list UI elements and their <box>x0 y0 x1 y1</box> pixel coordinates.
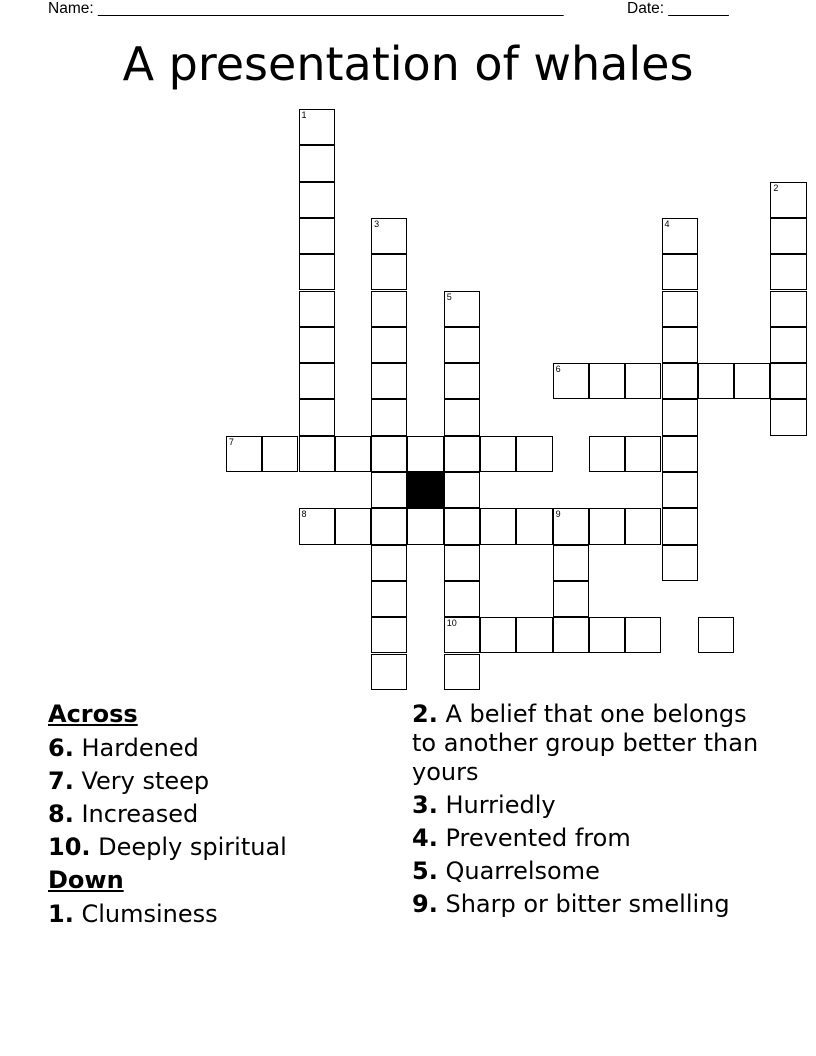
crossword-cell[interactable] <box>444 436 480 472</box>
clue-down-9: 9. Sharp or bitter smelling <box>412 890 730 918</box>
crossword-cell[interactable] <box>299 109 335 145</box>
clue-number: 3 <box>374 218 380 229</box>
crossword-cell[interactable] <box>480 617 516 653</box>
crossword-cell[interactable] <box>589 436 625 472</box>
clue-down-5: 5. Quarrelsome <box>412 857 600 885</box>
crossword-cell[interactable] <box>770 218 806 254</box>
crossword-black-cell <box>407 472 443 508</box>
crossword-cell[interactable] <box>662 363 698 399</box>
crossword-cell[interactable] <box>407 508 443 544</box>
clue-across-6: 6. Hardened <box>48 734 199 762</box>
crossword-cell[interactable] <box>299 254 335 290</box>
clue-down-4: 4. Prevented from <box>412 824 631 852</box>
crossword-cell[interactable] <box>371 218 407 254</box>
clue-number: 5 <box>446 291 452 302</box>
crossword-cell[interactable] <box>662 218 698 254</box>
crossword-cell[interactable] <box>371 327 407 363</box>
crossword-cell[interactable] <box>371 654 407 690</box>
crossword-cell[interactable] <box>299 508 335 544</box>
crossword-cell[interactable] <box>299 436 335 472</box>
crossword-cell[interactable] <box>770 254 806 290</box>
crossword-cell[interactable] <box>662 291 698 327</box>
crossword-cell[interactable] <box>407 436 443 472</box>
clue-number: 10 <box>446 618 457 629</box>
crossword-cell[interactable] <box>444 581 480 617</box>
crossword-cell[interactable] <box>698 363 734 399</box>
crossword-cell[interactable] <box>226 436 262 472</box>
crossword-cell[interactable] <box>371 617 407 653</box>
down-heading: Down <box>48 866 124 894</box>
crossword-cell[interactable] <box>444 399 480 435</box>
clue-down-3: 3. Hurriedly <box>412 791 556 819</box>
page-title: A presentation of whales <box>122 37 694 91</box>
crossword-cell[interactable] <box>625 363 661 399</box>
crossword-cell[interactable] <box>371 581 407 617</box>
clue-across-8: 8. Increased <box>48 800 199 828</box>
clue-down-1: 1. Clumsiness <box>48 900 218 928</box>
crossword-cell[interactable] <box>444 327 480 363</box>
crossword-cell[interactable] <box>371 291 407 327</box>
clue-number: 9 <box>555 509 561 520</box>
crossword-cell[interactable] <box>589 508 625 544</box>
crossword-cell[interactable] <box>371 436 407 472</box>
crossword-cell[interactable] <box>299 363 335 399</box>
clue-across-7: 7. Very steep <box>48 767 210 795</box>
crossword-cell[interactable] <box>262 436 298 472</box>
crossword-cell[interactable] <box>553 363 589 399</box>
crossword-cell[interactable] <box>480 508 516 544</box>
crossword-cell[interactable] <box>444 363 480 399</box>
crossword-cell[interactable] <box>516 508 552 544</box>
crossword-cell[interactable] <box>444 617 480 653</box>
crossword-cell[interactable] <box>299 145 335 181</box>
crossword-cell[interactable] <box>589 617 625 653</box>
crossword-cell[interactable] <box>662 545 698 581</box>
crossword-cell[interactable] <box>770 291 806 327</box>
crossword-cell[interactable] <box>625 436 661 472</box>
crossword-cell[interactable] <box>335 508 371 544</box>
clue-number: 7 <box>228 436 234 447</box>
crossword-cell[interactable] <box>444 545 480 581</box>
crossword-cell[interactable] <box>444 654 480 690</box>
crossword-cell[interactable] <box>770 182 806 218</box>
crossword-cell[interactable] <box>734 363 770 399</box>
crossword-cell[interactable] <box>625 617 661 653</box>
crossword-cell[interactable] <box>299 399 335 435</box>
clue-number: 1 <box>301 110 307 120</box>
crossword-cell[interactable] <box>770 399 806 435</box>
crossword-cell[interactable] <box>299 327 335 363</box>
crossword-cell[interactable] <box>371 254 407 290</box>
crossword-cell[interactable] <box>299 182 335 218</box>
clue-number: 2 <box>773 182 779 193</box>
crossword-cell[interactable] <box>299 218 335 254</box>
crossword-cell[interactable] <box>516 617 552 653</box>
crossword-cell[interactable] <box>371 472 407 508</box>
crossword-cell[interactable] <box>371 363 407 399</box>
crossword-cell[interactable] <box>335 436 371 472</box>
date-field[interactable]: Date: _______ <box>627 0 729 17</box>
crossword-cell[interactable] <box>553 545 589 581</box>
clue-number: 8 <box>301 509 307 520</box>
clue-number: 4 <box>664 218 670 229</box>
clue-number: 6 <box>555 364 561 375</box>
crossword-cell[interactable] <box>625 508 661 544</box>
crossword-cell[interactable] <box>770 327 806 363</box>
crossword-cell[interactable] <box>662 508 698 544</box>
crossword-cell[interactable] <box>516 436 552 472</box>
crossword-cell[interactable] <box>371 545 407 581</box>
crossword-cell[interactable] <box>770 363 806 399</box>
crossword-cell[interactable] <box>553 617 589 653</box>
crossword-cell[interactable] <box>662 327 698 363</box>
crossword-cell[interactable] <box>444 508 480 544</box>
clue-down-2: 2. A belief that one belongs to another group better than yours <box>412 700 759 786</box>
crossword-cell[interactable] <box>662 254 698 290</box>
clues-left-column <box>48 700 388 933</box>
clue-across-10: 10. Deeply spiritual <box>48 833 287 861</box>
crossword-cell[interactable] <box>480 436 516 472</box>
crossword-cell[interactable] <box>589 363 625 399</box>
clues-right-column <box>412 700 772 923</box>
crossword-cell[interactable] <box>553 508 589 544</box>
crossword-cell[interactable] <box>662 472 698 508</box>
crossword-cell[interactable] <box>662 436 698 472</box>
crossword-cell[interactable] <box>371 508 407 544</box>
crossword-cell[interactable] <box>299 291 335 327</box>
crossword-cell[interactable] <box>444 291 480 327</box>
crossword-cell[interactable] <box>553 581 589 617</box>
across-heading: Across <box>48 700 138 728</box>
crossword-cell[interactable] <box>698 617 734 653</box>
crossword-cell[interactable] <box>662 399 698 435</box>
crossword-cell[interactable] <box>371 399 407 435</box>
crossword-cell[interactable] <box>444 472 480 508</box>
name-field[interactable]: Name: ______________________________________________________ <box>48 0 564 17</box>
